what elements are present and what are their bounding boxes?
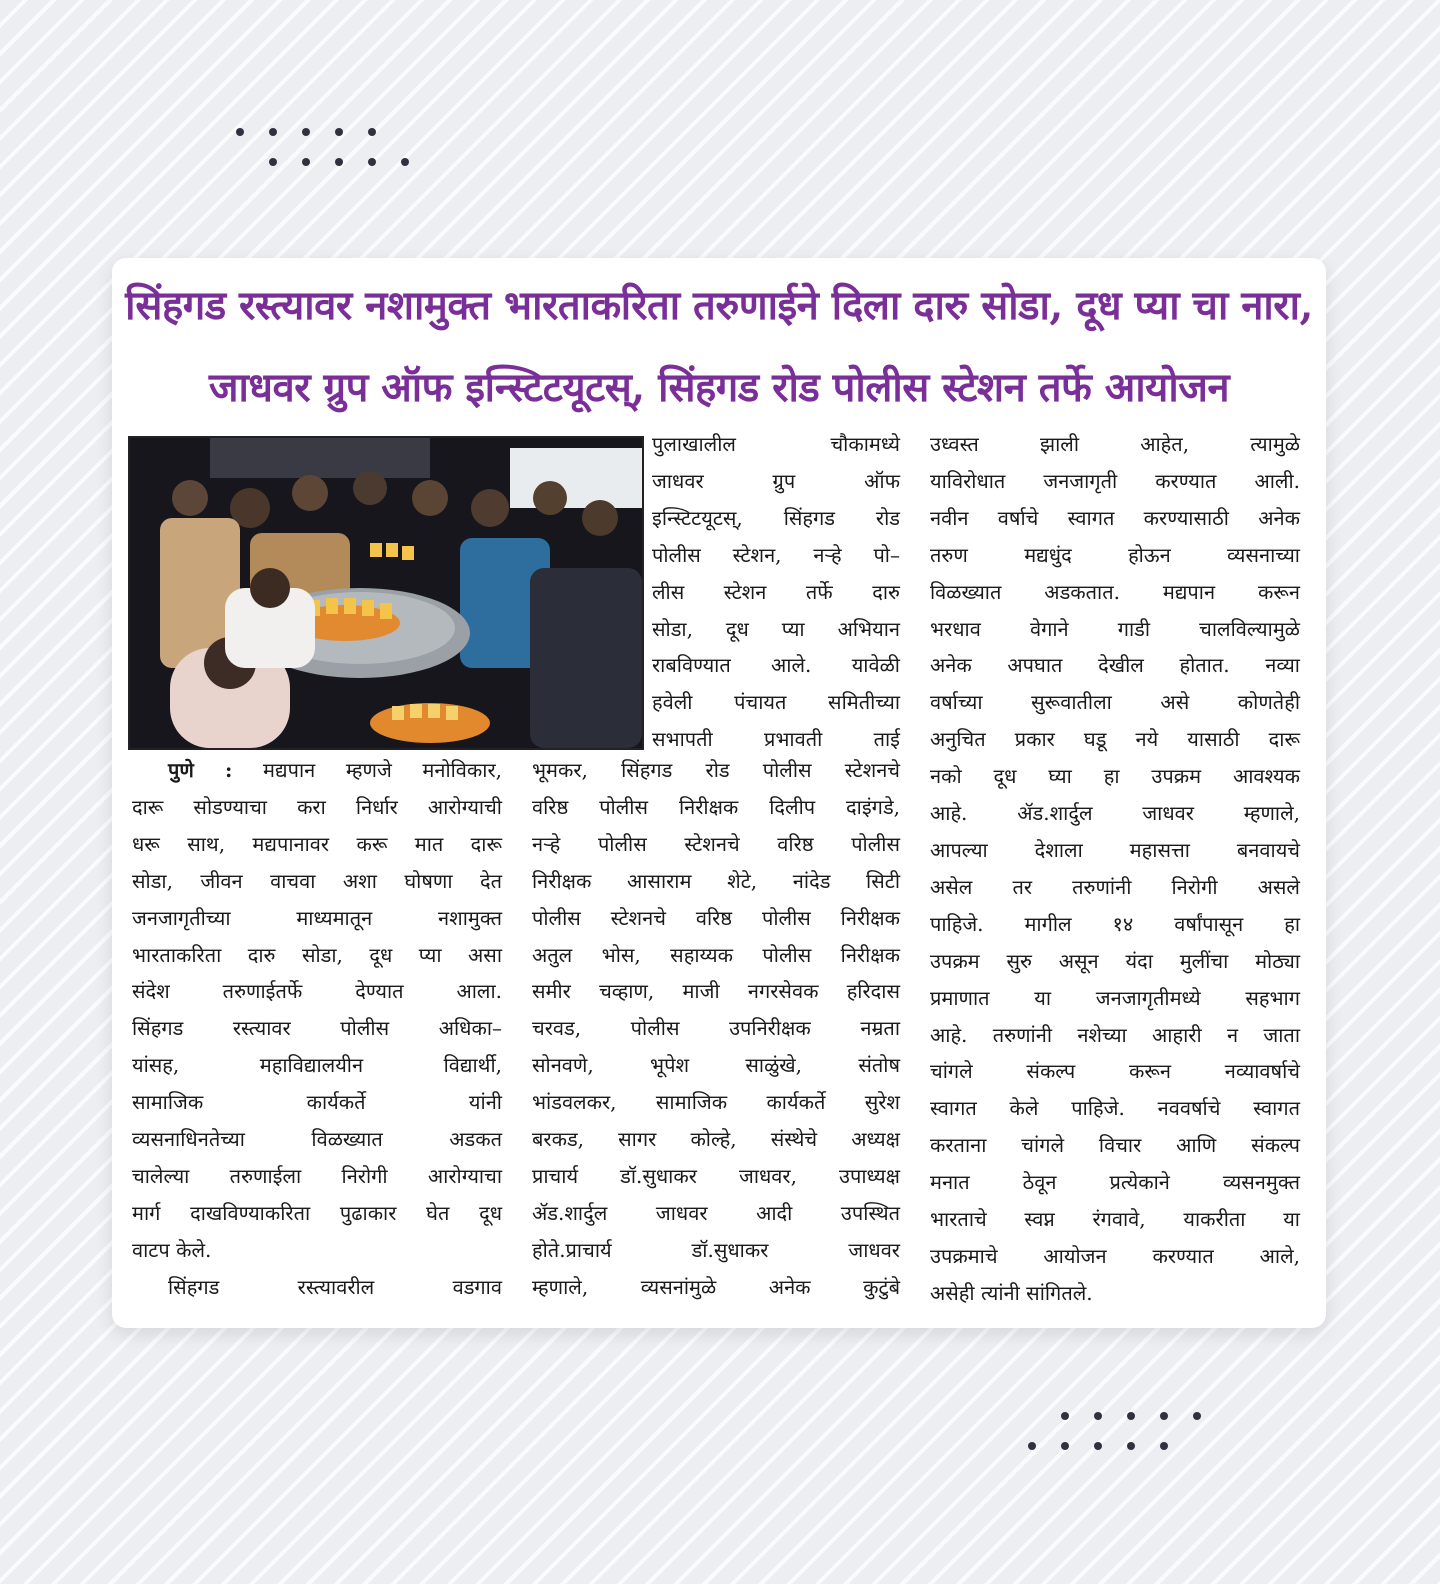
article-line: दारू सोडण्याचा करा निर्धार आरोग्याची xyxy=(132,794,502,819)
article-line: असेही त्यांनी सांगितले. xyxy=(930,1280,1093,1305)
article-line: अतुल भोस, सहाय्यक पोलीस निरीक्षक xyxy=(532,942,900,967)
article-line: इन्स्टिटयूटस्, सिंहगड रोड xyxy=(652,505,900,530)
article-line: जनजागृतीच्या माध्यमातून नशामुक्त xyxy=(132,905,502,930)
article-line: आहे. तरुणांनी नशेच्या आहारी न जाता xyxy=(930,1022,1300,1047)
article-line: वर्षाच्या सुरूवातीला असे कोणतेही xyxy=(930,690,1300,715)
article-line: सामाजिक कार्यकर्ते यांनी xyxy=(132,1090,502,1115)
article-line: सिंहगड रस्त्यावर पोलीस अधिका– xyxy=(132,1016,502,1041)
article-line: होते.प्राचार्य डॉ.सुधाकर जाधवर xyxy=(532,1237,900,1262)
article-line: करताना चांगले विचार आणि संकल्प xyxy=(930,1133,1300,1158)
article-line: उध्वस्त झाली आहेत, त्यामुळे xyxy=(930,432,1300,456)
article-line: अनेक अपघात देखील होतात. नव्या xyxy=(930,653,1300,678)
newspaper-clipping-card xyxy=(112,258,1326,1328)
article-line: प्राचार्य डॉ.सुधाकर जाधवर, उपाध्यक्ष xyxy=(532,1163,900,1188)
article-line: पाहिजे. मागील १४ वर्षांपासून हा xyxy=(930,911,1300,936)
headline-line-1: सिंहगड रस्त्यावर नशामुक्त भारताकरिता तरुणाईने दिला दारु सोडा, दूध प्या चा नारा, xyxy=(125,282,1313,329)
article-line: प्रमाणात या जनजागृतीमध्ये सहभाग xyxy=(930,985,1300,1010)
article-column-2 xyxy=(532,752,900,1306)
article-line: सभापती प्रभावती ताई xyxy=(652,727,900,752)
article-line: बरकड, सागर कोल्हे, संस्थेचे अध्यक्ष xyxy=(532,1127,900,1152)
article-line: भरधाव वेगाने गाडी चालविल्यामुळे xyxy=(930,616,1300,641)
event-photo xyxy=(128,436,644,750)
article-line: व्यसनाधिनतेच्या विळख्यात अडकत xyxy=(132,1127,502,1152)
article-column-1 xyxy=(132,752,502,1306)
article-line: उपक्रमाचे आयोजन करण्यात आले, xyxy=(930,1243,1300,1268)
article-line: समीर चव्हाण, माजी नगरसेवक हरिदास xyxy=(532,979,900,1004)
headline-line-2: जाधवर ग्रुप ऑफ इन्स्टिटयूटस्, सिंहगड रोड पोलीस स्टेशन तर्फे आयोजन xyxy=(208,364,1230,411)
dateline: पुणे : xyxy=(168,758,233,782)
article-line: धरू साथ, मद्यपानावर करू मात दारू xyxy=(132,831,502,856)
article-line: सिंहगड रस्त्यावरील वडगाव xyxy=(168,1274,502,1299)
article-line: लीस स्टेशन तर्फे दारु xyxy=(652,579,900,604)
article-line: आहे. ॲड.शार्दुल जाधवर म्हणाले, xyxy=(930,801,1300,826)
article-line: पुणे : मद्यपान म्हणजे मनोविकार, xyxy=(168,758,503,782)
article-line: मनात ठेवून प्रत्येकाने व्यसनमुक्त xyxy=(930,1170,1300,1195)
article-column-3 xyxy=(930,426,1300,1312)
article-line: भारताकरिता दारु सोडा, दूध प्या असा xyxy=(132,942,502,967)
article-line: यांसह, महाविद्यालयीन विद्यार्थी, xyxy=(132,1053,502,1078)
article-line: तरुण मद्यधुंद होऊन व्यसनाच्या xyxy=(930,542,1300,567)
article-line: पोलीस स्टेशनचे वरिष्ठ पोलीस निरीक्षक xyxy=(532,905,900,930)
article-line: भारताचे स्वप्न रंगवावे, याकरीता या xyxy=(930,1207,1300,1232)
article-line: असेल तर तरुणांनी निरोगी असले xyxy=(930,874,1300,899)
article-line: याविरोधात जनजागृती करण्यात आली. xyxy=(930,468,1300,493)
article-line: म्हणाले, व्यसनांमुळे अनेक कुटुंबे xyxy=(532,1274,900,1299)
article-line: अनुचित प्रकार घडू नये यासाठी दारू xyxy=(930,727,1300,752)
article-line: सोनवणे, भूपेश साळुंखे, संतोष xyxy=(532,1053,900,1078)
article-line: उपक्रम सुरु असून यंदा मुलींचा मोठ्या xyxy=(930,948,1300,973)
article-line: नको दूध घ्या हा उपक्रम आवश्यक xyxy=(930,764,1300,789)
article-line: वाटप केले. xyxy=(132,1237,212,1262)
article-line: आपल्या देशाला महासत्ता बनवायचे xyxy=(930,837,1300,862)
article-line: नऱ्हे पोलीस स्टेशनचे वरिष्ठ पोलीस xyxy=(532,831,900,856)
article-line: सोडा, जीवन वाचवा अशा घोषणा देत xyxy=(132,868,502,893)
article-line: निरीक्षक आसाराम शेटे, नांदेड सिटी xyxy=(532,868,900,893)
article-line: ॲड.शार्दुल जाधवर आदी उपस्थित xyxy=(532,1200,900,1225)
article-line: जाधवर ग्रुप ऑफ xyxy=(652,468,900,493)
event-photo-illustration xyxy=(130,438,642,748)
article-line: चांगले संकल्प करून नव्यावर्षाचे xyxy=(930,1059,1300,1084)
article-line: मार्ग दाखविण्याकरिता पुढाकार घेत दूध xyxy=(132,1200,502,1225)
article-line: वरिष्ठ पोलीस निरीक्षक दिलीप दाइंगडे, xyxy=(532,794,900,819)
article-line: पोलीस स्टेशन, नऱ्हे पो– xyxy=(652,542,900,567)
article-line: संदेश तरुणाईतर्फे देण्यात आला. xyxy=(132,979,502,1004)
article-line: भूमकर, सिंहगड रोड पोलीस स्टेशनचे xyxy=(532,758,900,782)
article-column-2-top xyxy=(652,426,900,758)
article-line: सोडा, दूध प्या अभियान xyxy=(652,616,900,641)
article-line: राबविण्यात आले. यावेळी xyxy=(652,653,900,678)
article-line: चालेल्या तरुणाईला निरोगी आरोग्याचा xyxy=(132,1163,502,1188)
article-line: विळख्यात अडकतात. मद्यपान करून xyxy=(930,579,1300,604)
article-line: भांडवलकर, सामाजिक कार्यकर्ते सुरेश xyxy=(532,1090,900,1115)
article-line: हवेली पंचायत समितीच्या xyxy=(652,690,900,715)
article-line: पुलाखालील चौकामध्ये xyxy=(652,432,900,456)
article-line: चरवड, पोलीस उपनिरीक्षक नम्रता xyxy=(532,1016,900,1041)
article-line: स्वागत केले पाहिजे. नववर्षाचे स्वागत xyxy=(930,1096,1300,1121)
article-line: नवीन वर्षाचे स्वागत करण्यासाठी अनेक xyxy=(930,505,1300,530)
